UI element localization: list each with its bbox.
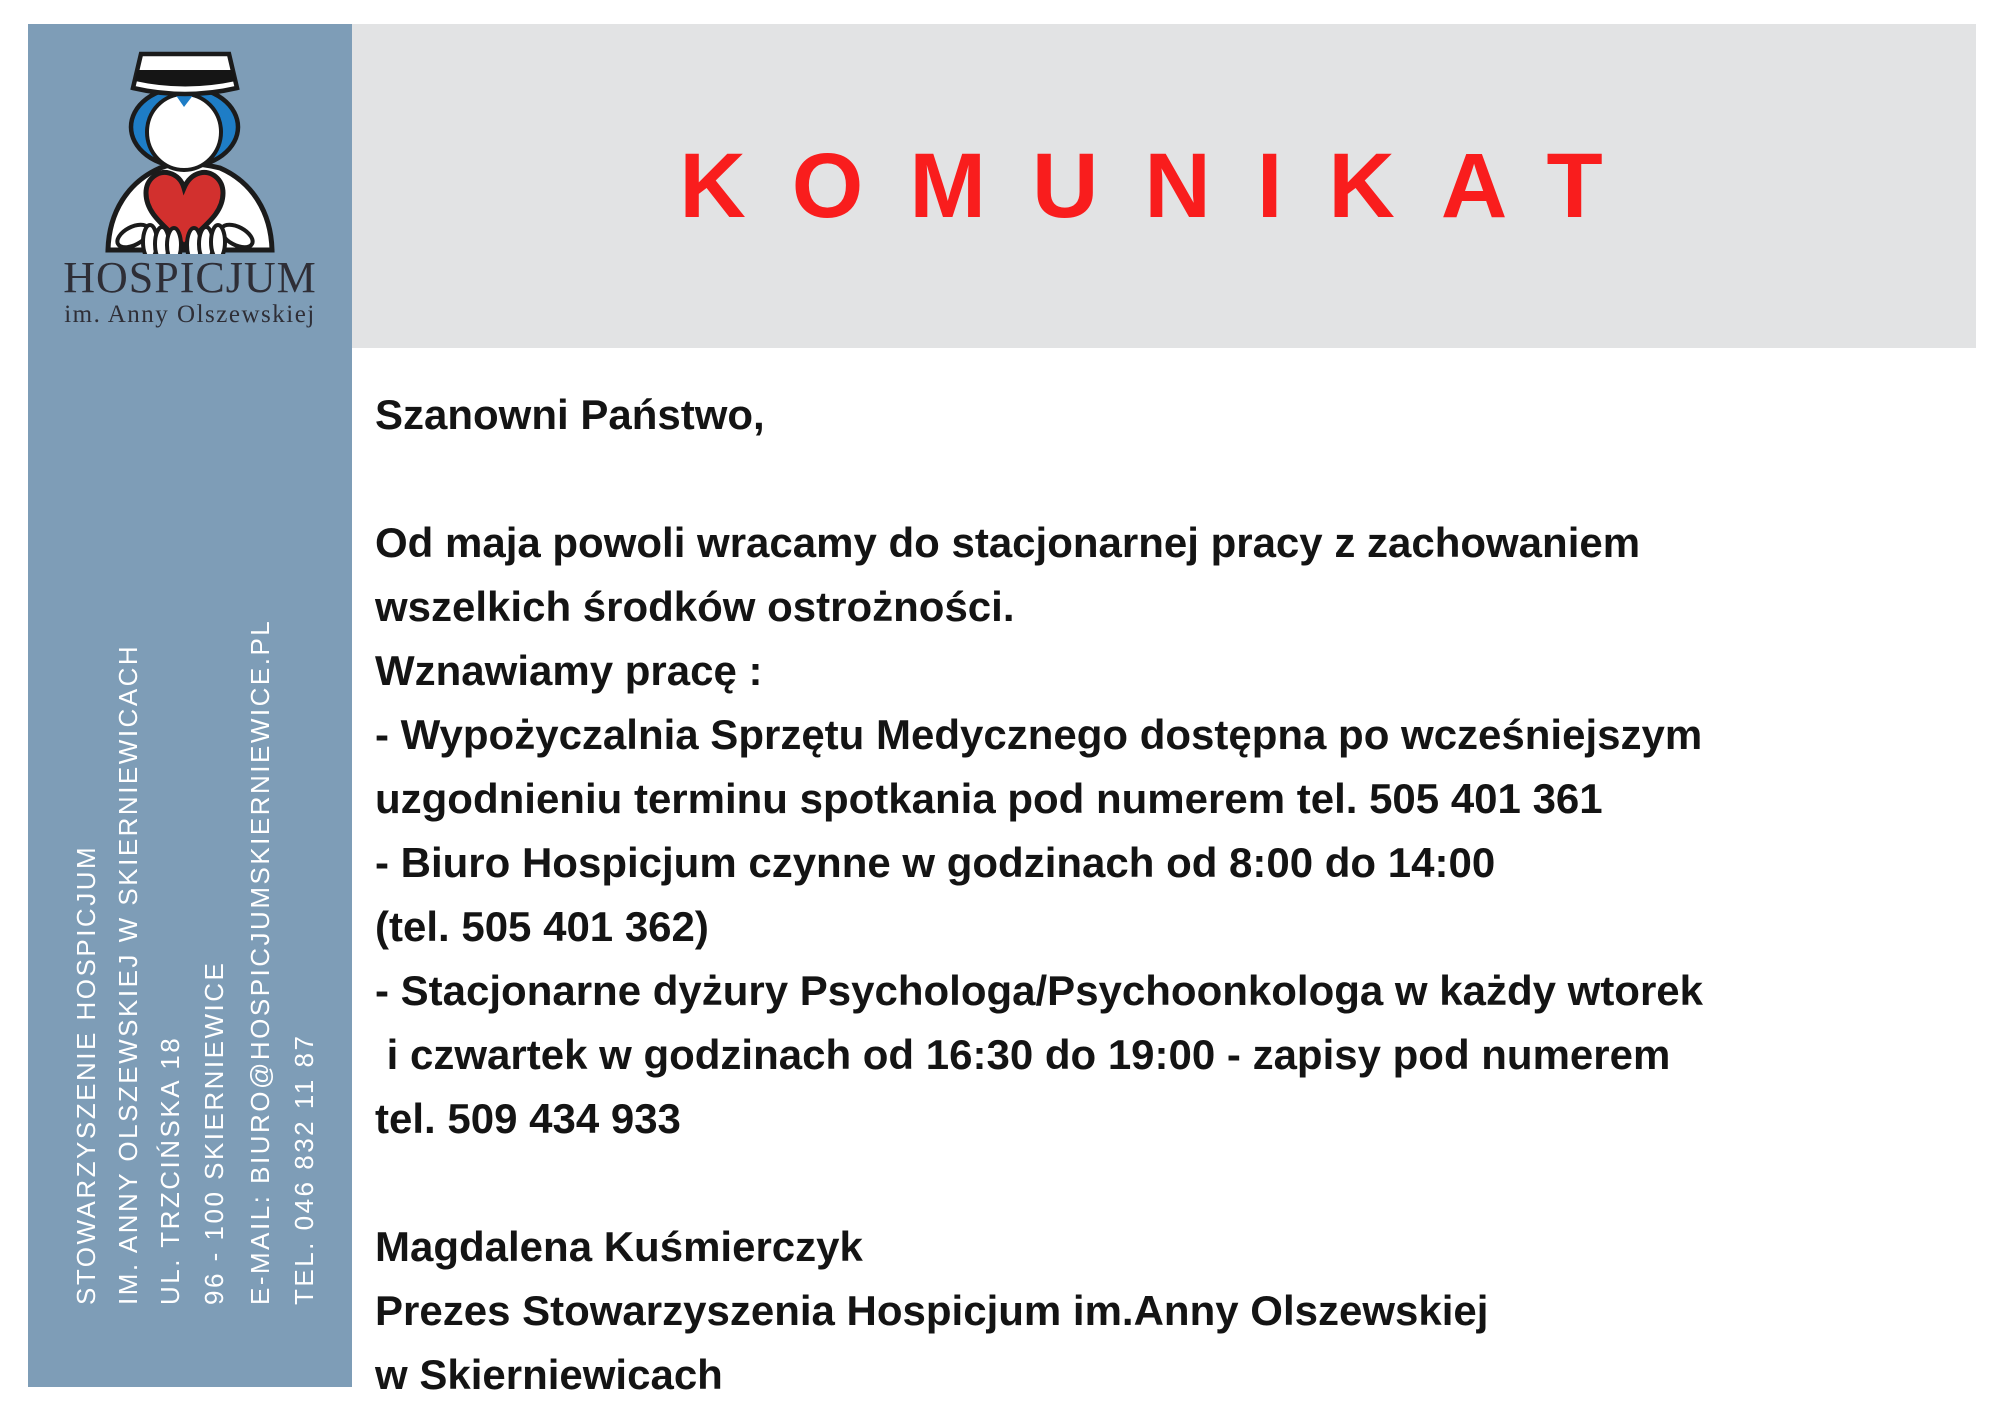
sidebar-street: UL. TRZCIŃSKA 18 — [155, 1035, 185, 1305]
logo-title: HOSPICJUM — [63, 253, 317, 302]
sidebar-phone: TEL. 046 832 11 87 — [289, 1033, 319, 1305]
body-line: - Stacjonarne dyżury Psychologa/Psychoonkologa w każdy wtorek — [375, 967, 1704, 1014]
header-band — [352, 24, 1976, 348]
page-title: KOMUNIKAT — [679, 134, 1649, 237]
body-line: tel. 509 434 933 — [375, 1095, 681, 1142]
paragraph-gap — [375, 1151, 1970, 1215]
nurse-holding-heart-icon — [84, 50, 296, 254]
paragraph-gap — [375, 447, 1970, 511]
body-line: wszelkich środków ostrożności. — [375, 583, 1015, 630]
signature-title: Prezes Stowarzyszenia Hospicjum im.Anny Olszewskiej — [375, 1287, 1489, 1334]
body-line: - Wypożyczalnia Sprzętu Medycznego dostępna po wcześniejszym — [375, 711, 1703, 758]
announcement-body — [375, 383, 1970, 1407]
sidebar — [28, 24, 352, 1387]
body-line: Wznawiamy pracę : — [375, 647, 763, 694]
body-line: uzgodnieniu terminu spotkania pod numerem tel. 505 401 361 — [375, 775, 1603, 822]
body-line: (tel. 505 401 362) — [375, 903, 709, 950]
logo-subtitle: im. Anny Olszewskiej — [64, 301, 316, 328]
sidebar-org-name: STOWARZYSZENIE HOSPICJUM — [71, 844, 101, 1305]
greeting-line: Szanowni Państwo, — [375, 391, 765, 438]
signature-city: w Skierniewicach — [375, 1351, 723, 1398]
body-line: i czwartek w godzinach od 16:30 do 19:00 - zapisy pod numerem — [375, 1031, 1671, 1078]
body-line: Od maja powoli wracamy do stacjonarnej pracy z zachowaniem — [375, 519, 1641, 566]
signature-name: Magdalena Kuśmierczyk — [375, 1223, 863, 1270]
sidebar-org-name-2: IM. ANNY OLSZEWSKIEJ W SKIERNIEWICACH — [113, 643, 143, 1305]
sidebar-email: E-MAIL: BIURO@HOSPICJUMSKIERNIEWICE.PL — [245, 618, 275, 1305]
body-line: - Biuro Hospicjum czynne w godzinach od 8:00 do 14:00 — [375, 839, 1496, 886]
sidebar-city: 96 - 100 SKIERNIEWICE — [199, 960, 229, 1305]
